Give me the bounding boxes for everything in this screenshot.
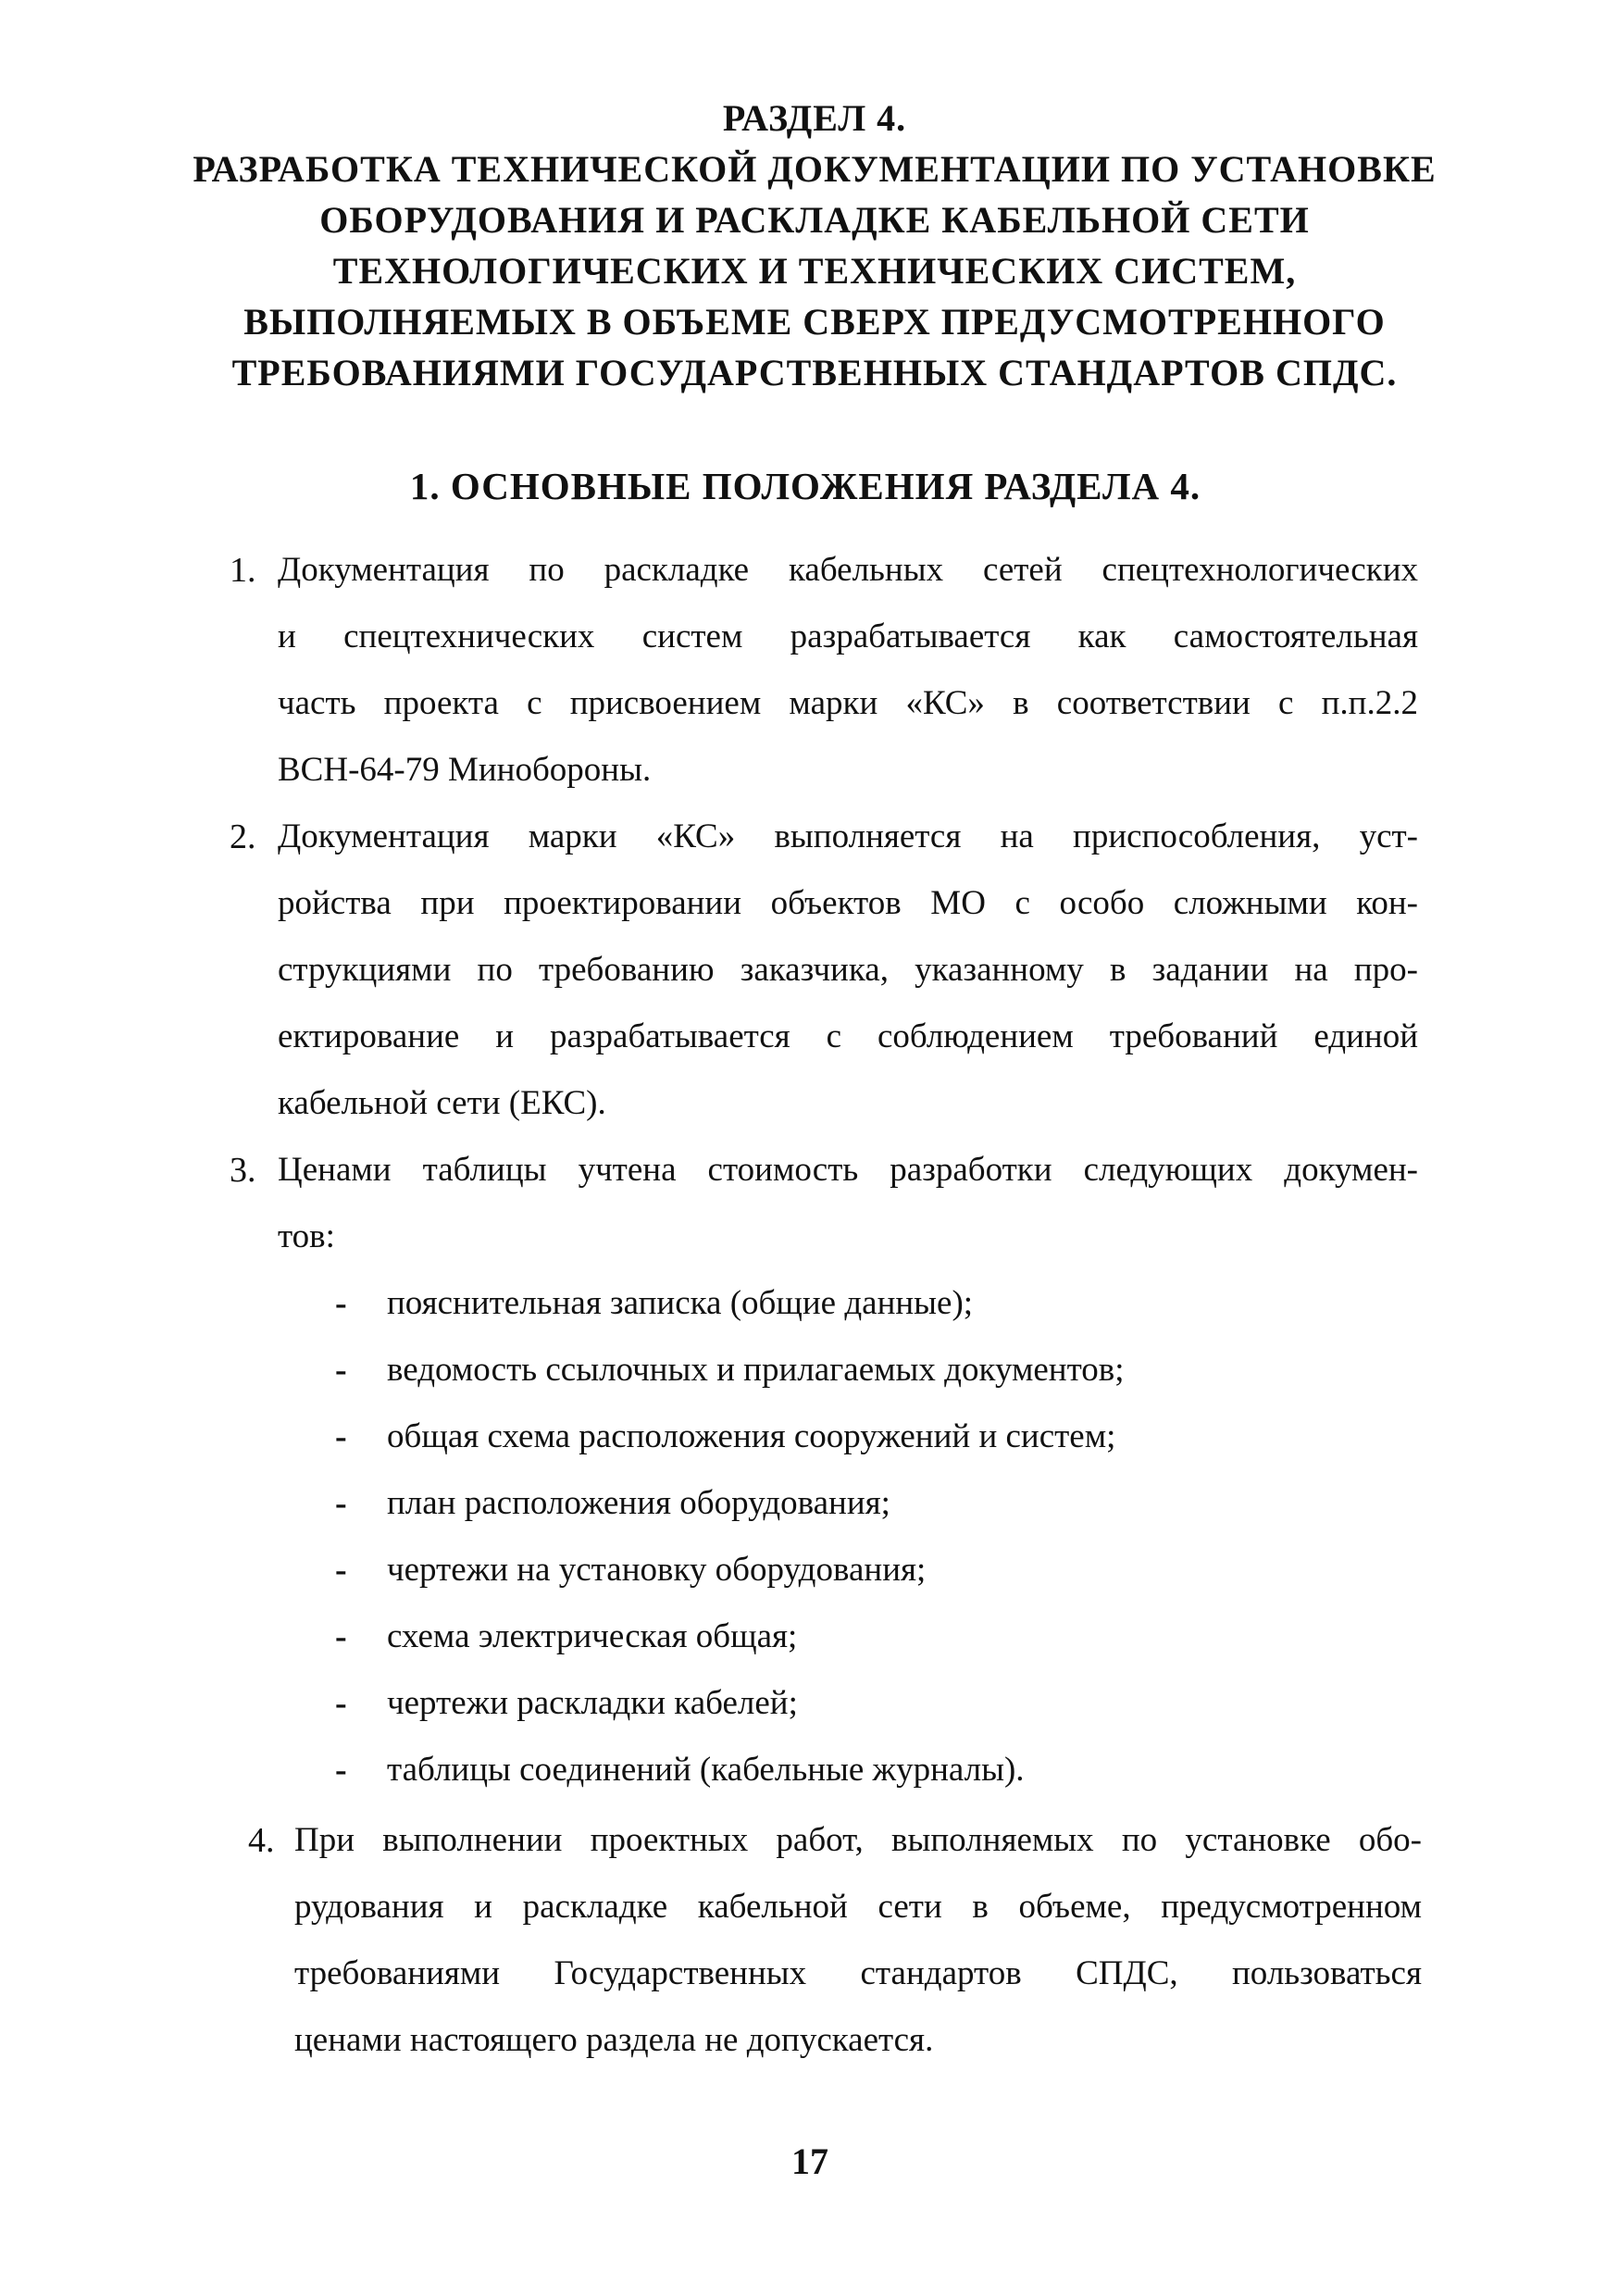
page-number: 17 [791, 2140, 828, 2182]
item-number: 4. [248, 1821, 275, 1860]
item-number: 2. [230, 817, 256, 856]
section-heading [167, 93, 1462, 398]
bullet-item: схема электрическая общая; [387, 1617, 798, 1655]
heading-title-line: ВЫПОЛНЯЕМЫХ В ОБЪЕМЕ СВЕРХ ПРЕДУСМОТРЕННОГО [243, 301, 1386, 343]
item-number: 1. [230, 551, 256, 590]
heading-title-line: ТРЕБОВАНИЯМИ ГОСУДАРСТВЕННЫХ СТАНДАРТОВ СПДС. [231, 352, 1398, 393]
item-text-line: тов: [278, 1217, 335, 1255]
section-label: РАЗДЕЛ 4. [722, 97, 907, 139]
bullet-item: чертежи на установку оборудования; [387, 1551, 927, 1589]
item-text-line: ценами настоящего раздела не допускается. [294, 2021, 934, 2059]
item-number: 3. [230, 1151, 256, 1190]
item-text-line: часть проекта с присвоением марки «КС» в соответствии с п.п.2.2 [278, 684, 1418, 722]
subsection-title: 1. ОСНОВНЫЕ ПОЛОЖЕНИЯ РАЗДЕЛА 4. [409, 465, 1201, 507]
item-text-line: Ценами таблицы учтена стоимость разработки следующих докумен- [278, 1151, 1418, 1189]
bullet-item: чертежи раскладки кабелей; [387, 1684, 798, 1722]
bullet-dash: - [335, 1484, 347, 1523]
bullet-item: общая схема расположения сооружений и систем; [387, 1417, 1116, 1455]
heading-title-line: РАЗРАБОТКА ТЕХНИЧЕСКОЙ ДОКУМЕНТАЦИИ ПО УСТАНОВКЕ [193, 148, 1437, 190]
bullet-dash: - [335, 1417, 347, 1456]
heading-title-line: ТЕХНОЛОГИЧЕСКИХ И ТЕХНИЧЕСКИХ СИСТЕМ, [332, 250, 1297, 292]
bullet-dash: - [335, 1284, 347, 1323]
item-text-line: ектирование и разрабатывается с соблюдением требований единой [278, 1017, 1418, 1055]
bullet-item: таблицы соединений (кабельные журналы). [387, 1751, 1025, 1789]
bullet-dash: - [335, 1617, 347, 1656]
bullet-item: ведомость ссылочных и прилагаемых документов; [387, 1351, 1125, 1389]
item-text-line: Документация по раскладке кабельных сетей спецтехнологических [278, 551, 1418, 589]
heading-title-line: ОБОРУДОВАНИЯ И РАСКЛАДКЕ КАБЕЛЬНОЙ СЕТИ [319, 199, 1310, 241]
bullet-item: план расположения оборудования; [387, 1484, 890, 1522]
item-text-line: струкциями по требованию заказчика, указанному в задании на про- [278, 951, 1418, 989]
item-text-line: и спецтехнических систем разрабатывается как самостоятельная [278, 618, 1418, 655]
item-text-line: требованиями Государственных стандартов СПДС, пользоваться [294, 1954, 1422, 1992]
item-text-line: Документация марки «КС» выполняется на приспособления, уст- [278, 817, 1418, 855]
item-text-line: ройства при проектировании объектов МО с особо сложными кон- [278, 884, 1418, 922]
bullet-dash: - [335, 1684, 347, 1723]
item-text-line: рудования и раскладке кабельной сети в объеме, предусмотренном [294, 1888, 1422, 1926]
bullet-item: пояснительная записка (общие данные); [387, 1284, 974, 1322]
item-text-line: кабельной сети (ЕКС). [278, 1084, 606, 1122]
bullet-dash: - [335, 1351, 347, 1390]
item-text-line: ВСН-64-79 Минобороны. [278, 751, 652, 789]
bullet-dash: - [335, 1751, 347, 1790]
bullet-dash: - [335, 1551, 347, 1590]
item-text-line: При выполнении проектных работ, выполняемых по установке обо- [294, 1821, 1422, 1859]
